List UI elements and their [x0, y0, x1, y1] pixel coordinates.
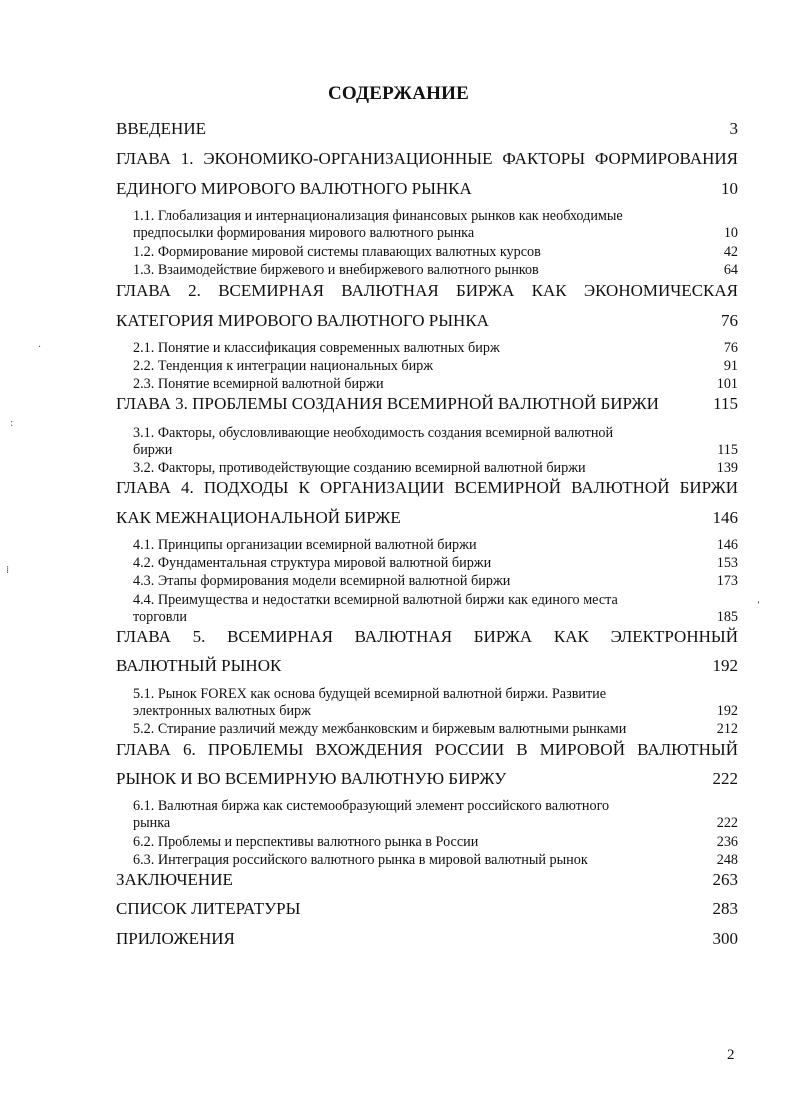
toc-chapter-heading-cont: КАТЕГОРИЯ МИРОВОГО ВАЛЮТНОГО РЫНКА	[116, 311, 489, 330]
toc-entry-label: ПРИЛОЖЕНИЯ	[116, 929, 235, 948]
scan-speck: ·	[38, 342, 42, 353]
toc-entry-page: 153	[716, 555, 738, 571]
toc-entry-label-cont: рынка	[133, 815, 171, 831]
toc-chapter-6-cont	[116, 769, 738, 789]
toc-entry-label-cont: предпосылки формирования мирового валютного рынка	[133, 225, 475, 241]
toc-entry-label: 6.3. Интеграция российского валютного рынка в мировой валютный рынок	[133, 852, 588, 868]
toc-entry-label: 3.2. Факторы, противодействующие созданию всемирной валютной биржи	[133, 460, 586, 476]
toc-chapter-heading: ГЛАВА 4. ПОДХОДЫ К ОРГАНИЗАЦИИ ВСЕМИРНОЙ ВАЛЮТНОЙ БИРЖИ	[116, 478, 738, 497]
toc-section-5-1	[116, 686, 738, 720]
toc-section-1-3	[116, 262, 738, 279]
toc-chapter-4-cont	[116, 508, 738, 528]
scan-speck: :	[10, 418, 14, 429]
toc-entry-page: 185	[716, 609, 738, 625]
toc-entry-page: 64	[723, 262, 738, 278]
toc-section-1-1	[116, 208, 738, 242]
toc-entry-page: 248	[716, 852, 738, 868]
toc-entry-label: 2.2. Тенденция к интеграции национальных бирж	[133, 358, 434, 374]
toc-entry-label: 5.2. Стирание различий между межбанковским и биржевым валютными рынками	[133, 721, 627, 737]
toc-chapter-heading-cont: ВАЛЮТНЫЙ РЫНОК	[116, 656, 282, 675]
toc-chapter-1-cont	[116, 179, 738, 199]
toc-entry-page: 139	[716, 460, 738, 476]
toc-chapter-4	[116, 478, 738, 498]
toc-entry-label: 1.2. Формирование мировой системы плавающих валютных курсов	[133, 244, 541, 260]
toc-entry-page: 192	[716, 703, 738, 719]
toc-entry-label: 5.1. Рынок FOREX как основа будущей всемирной валютной биржи. Развитие	[133, 686, 607, 702]
toc-chapter-heading: ГЛАВА 1. ЭКОНОМИКО-ОРГАНИЗАЦИОННЫЕ ФАКТОРЫ ФОРМИРОВАНИЯ	[116, 149, 738, 168]
toc-chapter-5	[116, 627, 738, 647]
toc-entry-label: 2.1. Понятие и классификация современных валютных бирж	[133, 340, 500, 356]
toc-chapter-heading-cont: РЫНОК И ВО ВСЕМИРНУЮ ВАЛЮТНУЮ БИРЖУ	[116, 769, 507, 788]
toc-entry-references	[116, 899, 738, 919]
toc-chapter-heading: ГЛАВА 5. ВСЕМИРНАЯ ВАЛЮТНАЯ БИРЖА КАК ЭЛЕКТРОННЫЙ	[116, 627, 738, 646]
toc-entry-label-cont: биржи	[133, 442, 173, 458]
toc-entry-page: 192	[712, 656, 738, 675]
toc-entry-label: 2.3. Понятие всемирной валютной биржи	[133, 376, 384, 392]
toc-entry-label: СПИСОК ЛИТЕРАТУРЫ	[116, 899, 301, 918]
toc-section-4-1	[116, 537, 738, 554]
toc-entry-label: 1.1. Глобализация и интернационализация финансовых рынков как необходимые	[133, 208, 623, 224]
toc-chapter-2	[116, 281, 738, 301]
toc-entry-page: 222	[712, 769, 738, 788]
toc-entry-page: 263	[712, 870, 738, 889]
toc-entry-page: 10	[723, 225, 738, 241]
toc-chapter-heading: ГЛАВА 3. ПРОБЛЕМЫ СОЗДАНИЯ ВСЕМИРНОЙ ВАЛЮТНОЙ БИРЖИ	[116, 394, 659, 413]
toc-entry-page: 173	[716, 573, 738, 589]
toc-entry-label: 4.2. Фундаментальная структура мировой валютной биржи	[133, 555, 492, 571]
toc-entry-page: 300	[712, 929, 738, 948]
page-title: СОДЕРЖАНИЕ	[328, 83, 469, 104]
toc-entry-page: 222	[716, 815, 738, 831]
page-number: 2	[727, 1047, 735, 1063]
toc-entry-page: 146	[716, 537, 738, 553]
toc-entry-page: 3	[729, 119, 738, 138]
toc-chapter-6	[116, 740, 738, 760]
toc-chapter-heading-cont: КАК МЕЖНАЦИОНАЛЬНОЙ БИРЖЕ	[116, 508, 401, 527]
toc-section-6-2	[116, 834, 738, 851]
toc-entry-label: ВВЕДЕНИЕ	[116, 119, 206, 138]
toc-chapter-heading: ГЛАВА 6. ПРОБЛЕМЫ ВХОЖДЕНИЯ РОССИИ В МИРОВОЙ ВАЛЮТНЫЙ	[116, 740, 738, 759]
toc-entry-page: 91	[723, 358, 738, 374]
toc-section-3-2	[116, 460, 738, 477]
toc-entry-page: 115	[717, 442, 738, 458]
toc-entry-label: 4.4. Преимущества и недостатки всемирной валютной биржи как единого места	[133, 592, 618, 608]
toc-section-6-1	[116, 798, 738, 832]
scan-speck: ⁞	[6, 565, 10, 576]
toc-entry-label: 6.2. Проблемы и перспективы валютного рынка в России	[133, 834, 479, 850]
toc-chapter-3	[116, 394, 738, 414]
toc-entry-introduction	[116, 119, 738, 139]
toc-chapter-1	[116, 149, 738, 169]
toc-section-4-4	[116, 592, 738, 626]
toc-entry-label-cont: торговли	[133, 609, 187, 625]
toc-entry-page: 236	[716, 834, 738, 850]
toc-entry-page: 283	[712, 899, 738, 918]
toc-entry-label: ЗАКЛЮЧЕНИЕ	[116, 870, 233, 889]
toc-section-5-2	[116, 721, 738, 738]
toc-section-2-3	[116, 376, 738, 393]
toc-entry-page: 10	[721, 179, 738, 198]
toc-chapter-5-cont	[116, 656, 738, 676]
toc-entry-label: 4.3. Этапы формирования модели всемирной валютной биржи	[133, 573, 511, 589]
toc-section-4-3	[116, 573, 738, 590]
toc-entry-label: 4.1. Принципы организации всемирной валютной биржи	[133, 537, 477, 553]
toc-section-4-2	[116, 555, 738, 572]
toc-entry-page: 76	[721, 311, 738, 330]
toc-chapter-2-cont	[116, 311, 738, 331]
toc-section-6-3	[116, 852, 738, 869]
toc-entry-label: 1.3. Взаимодействие биржевого и внебиржевого валютного рынков	[133, 262, 539, 278]
toc-entry-page: 115	[713, 394, 738, 413]
toc-entry-page: 42	[723, 244, 738, 260]
toc-entry-conclusion	[116, 870, 738, 890]
toc-section-2-2	[116, 358, 738, 375]
toc-entry-page: 76	[723, 340, 738, 356]
toc-section-2-1	[116, 340, 738, 357]
toc-chapter-heading-cont: ЕДИНОГО МИРОВОГО ВАЛЮТНОГО РЫНКА	[116, 179, 472, 198]
toc-entry-label-cont: электронных валютных бирж	[133, 703, 311, 719]
toc-section-1-2	[116, 244, 738, 261]
toc-entry-page: 146	[712, 508, 738, 527]
toc-entry-appendices	[116, 929, 738, 949]
toc-entry-page: 101	[716, 376, 738, 392]
toc-section-3-1	[116, 425, 738, 459]
toc-entry-page: 212	[716, 721, 738, 737]
toc-entry-label: 3.1. Факторы, обусловливающие необходимость создания всемирной валютной	[133, 425, 614, 441]
toc-entry-label: 6.1. Валютная биржа как системообразующий элемент российского валютного	[133, 798, 610, 814]
toc-chapter-heading: ГЛАВА 2. ВСЕМИРНАЯ ВАЛЮТНАЯ БИРЖА КАК ЭКОНОМИЧЕСКАЯ	[116, 281, 738, 300]
scan-speck: '	[757, 600, 760, 611]
